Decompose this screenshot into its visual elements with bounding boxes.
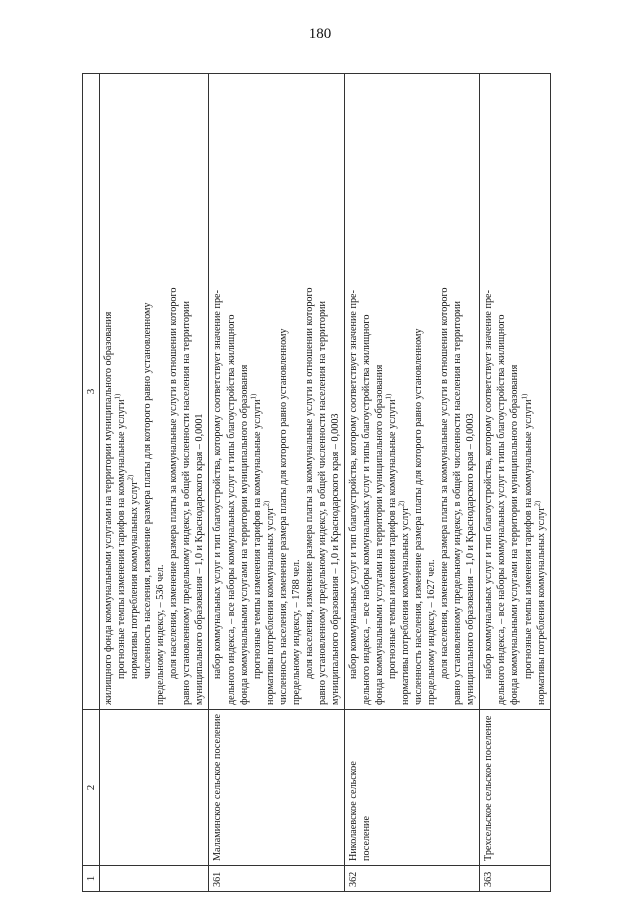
tariff-table (82, 73, 551, 892)
row-number: 361 (209, 866, 344, 892)
page-number: 180 (308, 26, 332, 42)
settlement-name: Трехсельское сельское поселение (480, 710, 550, 866)
description-line: дельного индекса, – все наборы коммунальных услуг и типы благоустройства жилищного (225, 314, 237, 705)
description-line: нормативы потребления коммунальных услуг$^{2)}$ (126, 474, 141, 679)
description-line: прогнозные темпы изменения тарифов на коммунальные услуги$^{1)}$ (113, 393, 128, 679)
header-row (83, 74, 100, 892)
header-col-2: 2 (83, 710, 100, 866)
settlement-name: Николаевское сельское поселение (344, 710, 479, 866)
description-line: жилищного фонда коммунальными услугами на территории муниципального образования (103, 311, 115, 705)
description-line: предельному индексу, – 536 чел. (155, 564, 167, 705)
footnote-marker: 2) (126, 474, 135, 481)
row-number: 363 (480, 866, 550, 892)
table-row (480, 74, 550, 892)
footnote-marker: 1) (113, 393, 122, 400)
description-line: доля населения, изменение размера платы за коммунальные услуги в отношении которого (439, 287, 451, 679)
description-line: фонда коммунальными услугами на территории муниципального образования (374, 364, 386, 705)
description-line: набор коммунальных услуг и тип благоустройства, которому соответствует значение пре- (212, 290, 224, 679)
row-number (100, 866, 209, 892)
description-line: дельного индекса, – все наборы коммунальных услуг и типы благоустройства жилищного (360, 314, 372, 705)
footnote-marker: 1) (249, 393, 258, 400)
description-line: численность населения, изменение размера платы для которого равно установленному (277, 328, 289, 705)
table-row (209, 74, 344, 892)
description-line: равно установленному предельному индексу, в общей численности населения на территории (316, 301, 328, 705)
header-col-3: 3 (83, 74, 100, 710)
description-line: предельному индексу, – 1627 чел. (426, 559, 438, 705)
footnote-marker: 1) (520, 393, 529, 400)
description-line: нормативы потребления коммунальных услуг$^{2)}$ (262, 500, 276, 705)
description-line: набор коммунальных услуг и тип благоустройства, которому соответствует значение пре- (483, 290, 495, 679)
description-line: нормативы потребления коммунальных услуг$^{2)}$ (397, 500, 412, 705)
settlement-description (100, 74, 209, 710)
description-line: фонда коммунальными услугами на территории муниципального образования (509, 364, 521, 705)
description-line: нормативы потребления коммунальных услуг$^{2)}$ (533, 500, 547, 705)
description-line: доля населения, изменение размера платы за коммунальные услуги в отношении которого (168, 287, 180, 679)
description-line: муниципального образования – 1,0 и Краснодарского края – 0,0001 (194, 413, 206, 705)
description-line: численность населения, изменение размера платы для которого равно установленному (413, 328, 425, 705)
row-number: 362 (344, 866, 479, 892)
footnote-marker: 1) (384, 393, 393, 400)
description-line: дельного индекса, – все наборы коммунальных услуг и типы благоустройства жилищного (496, 314, 508, 705)
settlement-description (480, 74, 550, 710)
description-line: прогнозные темпы изменения тарифов на коммунальные услуги$^{1)}$ (384, 393, 399, 679)
settlement-name: Маламинское сельское поселение (209, 710, 344, 866)
description-line: предельному индексу, – 1788 чел. (290, 559, 302, 705)
description-line: муниципального образования – 1,0 и Краснодарского края – 0,0003 (329, 413, 341, 705)
description-line: доля населения, изменение размера платы за коммунальные услуги в отношении которого (303, 287, 315, 679)
description-line: набор коммунальных услуг и тип благоустройства, которому соответствует значение пре- (347, 290, 359, 679)
description-line: фонда коммунальными услугами на территории муниципального образования (238, 364, 250, 705)
description-line: муниципального образования – 1,0 и Краснодарского края – 0,0003 (465, 413, 477, 705)
table-body (100, 74, 551, 892)
footnote-marker: 2) (262, 500, 271, 507)
settlement-description (209, 74, 344, 710)
footnote-marker: 2) (533, 500, 542, 507)
description-line: прогнозные темпы изменения тарифов на коммунальные услуги$^{1)}$ (520, 393, 534, 679)
rotated-table-container (82, 74, 556, 892)
description-line: прогнозные темпы изменения тарифов на коммунальные услуги$^{1)}$ (249, 393, 263, 679)
table-row (100, 74, 209, 892)
description-line: равно установленному предельному индексу, в общей численности населения на территории (452, 301, 464, 705)
footnote-marker: 2) (397, 500, 406, 507)
settlement-description (344, 74, 479, 710)
header-col-1: 1 (83, 866, 100, 892)
description-line: численность населения, изменение размера платы для которого равно установленному (142, 302, 154, 679)
description-line: равно установленному предельному индексу, в общей численности населения на территории (181, 301, 193, 705)
settlement-name (100, 710, 209, 866)
table-row (344, 74, 479, 892)
